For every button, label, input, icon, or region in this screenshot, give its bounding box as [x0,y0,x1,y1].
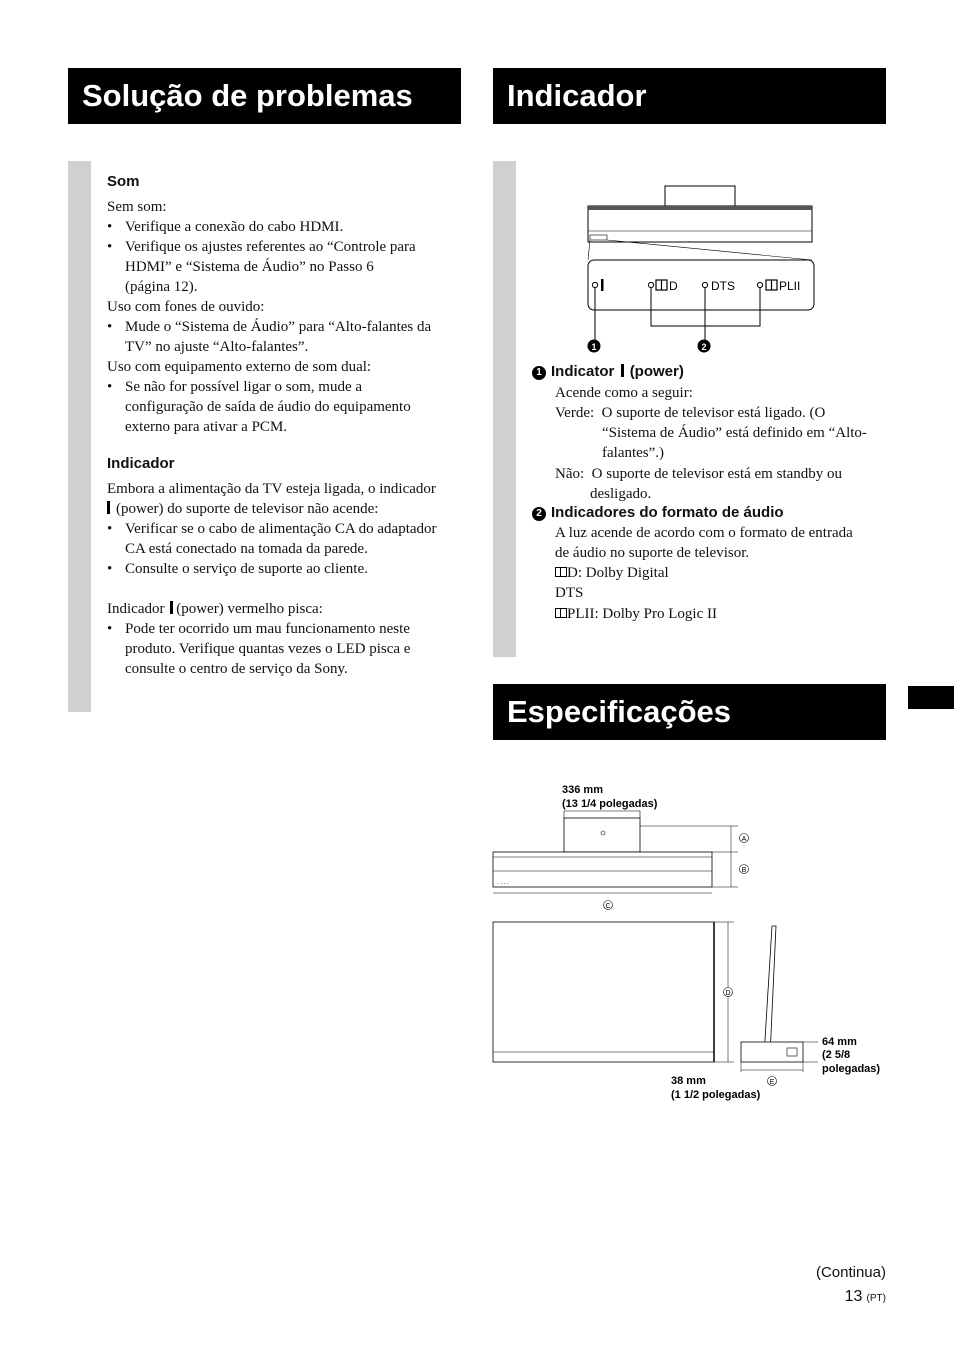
text-line: (página 12). [125,279,198,295]
page-number-value: 13 [844,1288,863,1305]
power-symbol [170,601,173,614]
right-gray-bar [493,161,516,657]
text-line: Embora a alimentação da TV esteja ligada, o indicador [107,481,436,497]
text-line [555,563,669,583]
power-led [592,282,597,287]
bullet-item: • Verifique os ajustes referentes ao “Controle para [125,237,416,257]
header-indicator: Indicador [493,68,886,124]
bullet-item: • Se não for possível ligar o som, mude a [125,377,362,397]
text-fragment: (power) [629,363,684,380]
text-line: Acende como a seguir: [555,385,693,401]
text-fragment: PLII: Dolby Pro Logic II [567,606,717,622]
stand-body [588,206,812,242]
dimensions-diagram [488,780,908,1120]
text-line: Uso com equipamento externo de som dual: [107,359,372,375]
text-line: de áudio no suporte de televisor. [555,545,750,561]
text-fragment: Indicador [107,601,165,617]
bullet-item: • Pode ter ocorrido um mau funcionamento neste [125,619,410,639]
text-line: “Sistema de Áudio” está definido em “Alto- [602,425,867,441]
svg-text:A: A [741,836,747,843]
power-symbol [621,364,624,377]
height-label-unit: polegadas) [822,1063,881,1075]
left-gray-bar [68,161,91,712]
text-line: consulte o centro de serviço da Sony. [125,661,348,677]
text-fragment: Indicator [551,363,615,380]
header-specifications: Especificações [493,684,886,740]
sound-heading: Som [107,173,140,190]
depth-label: 38 mm [671,1075,706,1087]
bullet-item: • Verificar se o cabo de alimentação CA do adaptador [125,519,437,539]
text-fragment: (power) do suporte de televisor não acende: [116,501,379,517]
height-label-inches: (2 5/8 [822,1049,851,1061]
page-language: (PT) [866,1293,886,1304]
plii-led [757,282,762,287]
text-line: Verde: O suporte de televisor está ligado. (O [555,405,826,421]
svg-text:. . . .: . . . . [497,880,509,886]
front-view-tv [493,922,714,1062]
text-fragment: D: Dolby Digital [567,565,669,581]
text-line: Uso com fones de ouvido: [107,299,265,315]
text-fragment: (power) vermelho pisca: [176,601,323,617]
panel-label-dts: DTS [711,279,735,293]
text-line: falantes”.) [602,445,665,461]
text-line: externo para ativar a PCM. [125,419,288,435]
dolby-logo-icon [555,608,567,618]
tv-neck [665,186,735,206]
item1-title [532,362,684,382]
indicator-heading: Indicador [107,455,175,472]
bullet-item: • Consulte o serviço de suporte ao cliente. [125,559,368,579]
text-line: CA está conectado na tomada da parede. [125,541,368,557]
dts-led [702,282,707,287]
panel-label-plii: PLII [779,279,801,293]
text-line: Sem som: [107,199,167,215]
dolby-led [648,282,653,287]
text-line: Não: O suporte de televisor está em standby ou [555,466,843,482]
bullet-item: • Verifique a conexão do cabo HDMI. [125,217,343,237]
panel-label-d: D [669,279,678,293]
depth-label-inches: (1 1/2 polegadas) [671,1089,761,1101]
text-line: configuração de saída de áudio do equipamento [125,399,411,415]
svg-text:E: E [769,1079,775,1086]
width-label: 336 mm [562,784,603,796]
text-line: produto. Verifique quantas vezes o LED pisca e [125,641,411,657]
item2-title [532,503,784,523]
text-fragment: Indicadores do formato de áudio [551,504,784,521]
text-line [555,604,717,624]
side-view-tv [764,926,776,1056]
svg-text:2: 2 [701,342,707,352]
page-edge-tab [908,686,954,709]
text-line: TV” no ajuste “Alto-falantes”. [125,339,309,355]
power-symbol [107,501,110,514]
bullet-item: • Mude o “Sistema de Áudio” para “Alto-falantes da [125,317,431,337]
text-line: desligado. [590,486,652,502]
text-line: A luz acende de acordo com o formato de entrada [555,525,853,541]
svg-text:D: D [725,990,731,997]
dolby-logo-icon [555,567,567,577]
text-line [107,599,323,619]
width-label-inches: (13 1/4 polegadas) [562,798,658,810]
text-line: HDMI” e “Sistema de Áudio” no Passo 6 [125,259,374,275]
continued-label: (Continua) [815,1264,886,1281]
callout-number: 1 [532,366,546,380]
callout-number: 2 [532,507,546,521]
height-label: 64 mm [822,1036,857,1048]
page-number [845,1287,886,1309]
text-line [107,499,378,519]
header-troubleshooting: Solução de problemas [68,68,461,124]
svg-text:1: 1 [591,342,597,352]
indicator-panel-illustration [580,180,820,360]
svg-text:B: B [741,867,747,874]
text-line: DTS [555,585,584,601]
svg-text:C: C [605,903,611,910]
